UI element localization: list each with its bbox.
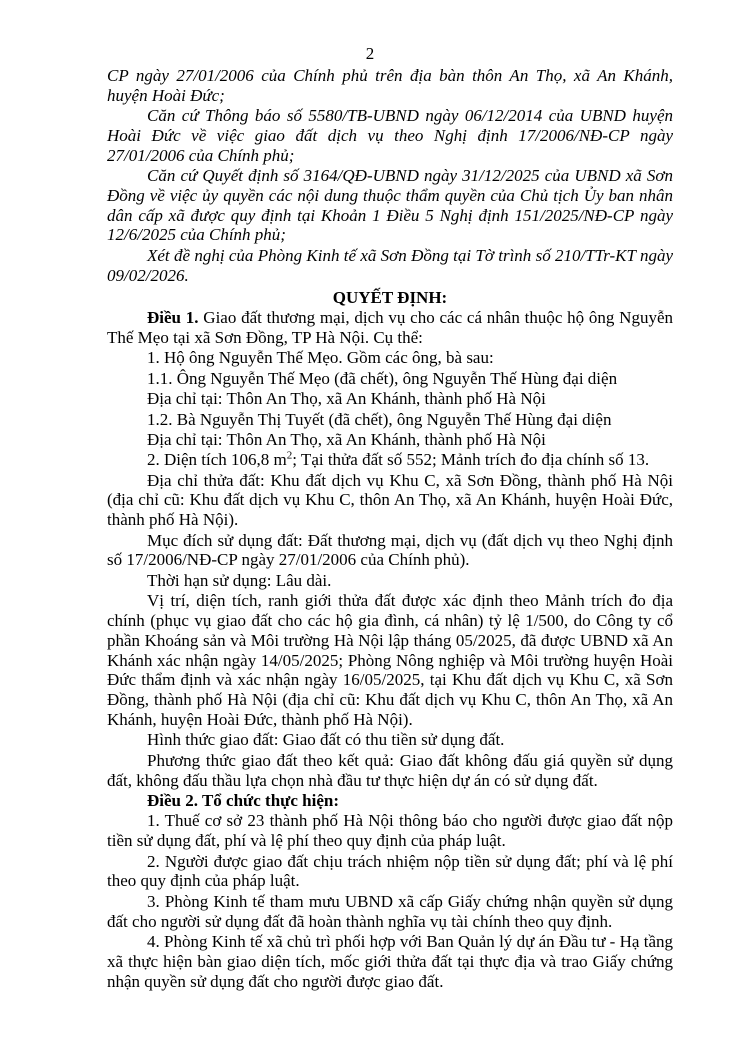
article-1-intro-text: Giao đất thương mại, dịch vụ cho các cá nhân thuộc hộ ông Nguyễn Thế Mẹo tại xã Sơn Đồng, TP Hà Nội. Cụ thể: [107, 308, 673, 347]
article-1-item: 1.1. Ông Nguyễn Thế Mẹo (đã chết), ông Nguyễn Thế Hùng đại diện [147, 368, 618, 388]
article-1-detail: Địa chỉ thửa đất: Khu đất dịch vụ Khu C, xã Sơn Đồng, thành phố Hà Nội (địa chỉ cũ: Khu đất dịch vụ Khu C, thôn An Thọ, xã An Khánh, huyện Hoài Đức, thành phố Hà Nội). [107, 470, 673, 530]
preamble-paragraph: Căn cứ Quyết định số 3164/QĐ-UBND ngày 31/12/2025 của UBND xã Sơn Đồng về việc ủy quyền các nội dung thuộc thẩm quyền của Chủ tịch Ủy ban nhân dân cấp xã được quy định tại Khoản 1 Điều 5 Nghị định 151/2025/NĐ-CP ngày 12/6/2025 của Chính phủ; [107, 165, 673, 245]
page-number: 2 [365, 44, 375, 63]
document-body [107, 66, 673, 992]
article-1-detail: Thời hạn sử dụng: Lâu dài. [147, 570, 332, 590]
area-prefix: 2. Diện tích 106,8 m [147, 450, 287, 470]
area-superscript: 2 [286, 449, 293, 462]
article-2-heading: Điều 2. Tổ chức thực hiện: [147, 790, 339, 810]
article-2-item: 1. Thuế cơ sở 23 thành phố Hà Nội thông báo cho người được giao đất nộp tiền sử dụng đất, phí và lệ phí theo quy định của pháp luật. [107, 811, 673, 851]
area-suffix: ; Tại thửa đất số 552; Mảnh trích đo địa chính số 13. [292, 450, 650, 470]
article-1-detail: Hình thức giao đất: Giao đất có thu tiền sử dụng đất. [147, 730, 505, 750]
article-1-detail: Vị trí, diện tích, ranh giới thửa đất được xác định theo Mảnh trích đo địa chính (phục vụ giao đất cho các hộ gia đình, cá nhân) tỷ lệ 1/500, do Công ty cổ phần Khoáng sản và Môi trường Hà Nội lập tháng 05/2025, đã được UBND xã An Khánh xác nhận ngày 14/05/2025; Phòng Nông nghiệp và Môi trường huyện Hoài Đức thẩm định và xác nhận ngày 16/05/2025, tại Khu đất dịch vụ Khu C, xã Sơn Đồng, thành phố Hà Nội (địa chỉ cũ: Khu đất dịch vụ Khu C, thôn An Thọ, xã An Khánh, huyện Hoài Đức, thành phố Hà Nội). [107, 591, 673, 730]
article-2-item: 3. Phòng Kinh tế tham mưu UBND xã cấp Giấy chứng nhận quyền sử dụng đất cho người sử dụng đất đã hoàn thành nghĩa vụ tài chính theo quy định. [107, 891, 673, 931]
preamble-paragraph: Xét đề nghị của Phòng Kinh tế xã Sơn Đồng tại Tờ trình số 210/TTr-KT ngày 09/02/2026. [107, 245, 673, 285]
preamble-paragraph: CP ngày 27/01/2006 của Chính phủ trên địa bàn thôn An Thọ, xã An Khánh, huyện Hoài Đức; [107, 65, 673, 105]
article-1-heading: Điều 1. [147, 308, 199, 328]
article-2-item: 2. Người được giao đất chịu trách nhiệm nộp tiền sử dụng đất; phí và lệ phí theo quy định của pháp luật. [107, 851, 673, 891]
article-1-area [107, 450, 673, 470]
article-1-detail: Mục đích sử dụng đất: Đất thương mại, dịch vụ (đất dịch vụ theo Nghị định số 17/2006/NĐ-CP ngày 27/01/2006 của Chính phủ). [107, 530, 673, 570]
article-2-item: 4. Phòng Kinh tế xã chủ trì phối hợp với Ban Quản lý dự án Đầu tư - Hạ tầng xã thực hiện bàn giao diện tích, mốc giới thửa đất tại thực địa và trao Giấy chứng nhận quyền sử dụng đất cho người được giao đất. [107, 931, 673, 991]
article-1-intro [107, 308, 673, 348]
decision-title: QUYẾT ĐỊNH: [332, 288, 448, 308]
article-1-item: 1.2. Bà Nguyễn Thị Tuyết (đã chết), ông Nguyễn Thế Hùng đại diện [147, 409, 612, 429]
article-1-item: Địa chỉ tại: Thôn An Thọ, xã An Khánh, thành phố Hà Nội [147, 389, 546, 409]
article-1-item: 1. Hộ ông Nguyễn Thế Mẹo. Gồm các ông, bà sau: [147, 348, 494, 368]
preamble-paragraph: Căn cứ Thông báo số 5580/TB-UBND ngày 06/12/2014 của UBND huyện Hoài Đức về việc giao đất dịch vụ theo Nghị định 17/2006/NĐ-CP ngày 27/01/2006 của Chính phủ; [107, 105, 673, 165]
article-1-item: Địa chỉ tại: Thôn An Thọ, xã An Khánh, thành phố Hà Nội [147, 429, 546, 449]
article-1-detail: Phương thức giao đất theo kết quả: Giao đất không đấu giá quyền sử dụng đất, không đấu thầu lựa chọn nhà đầu tư thực hiện dự án có sử dụng đất. [107, 750, 673, 790]
